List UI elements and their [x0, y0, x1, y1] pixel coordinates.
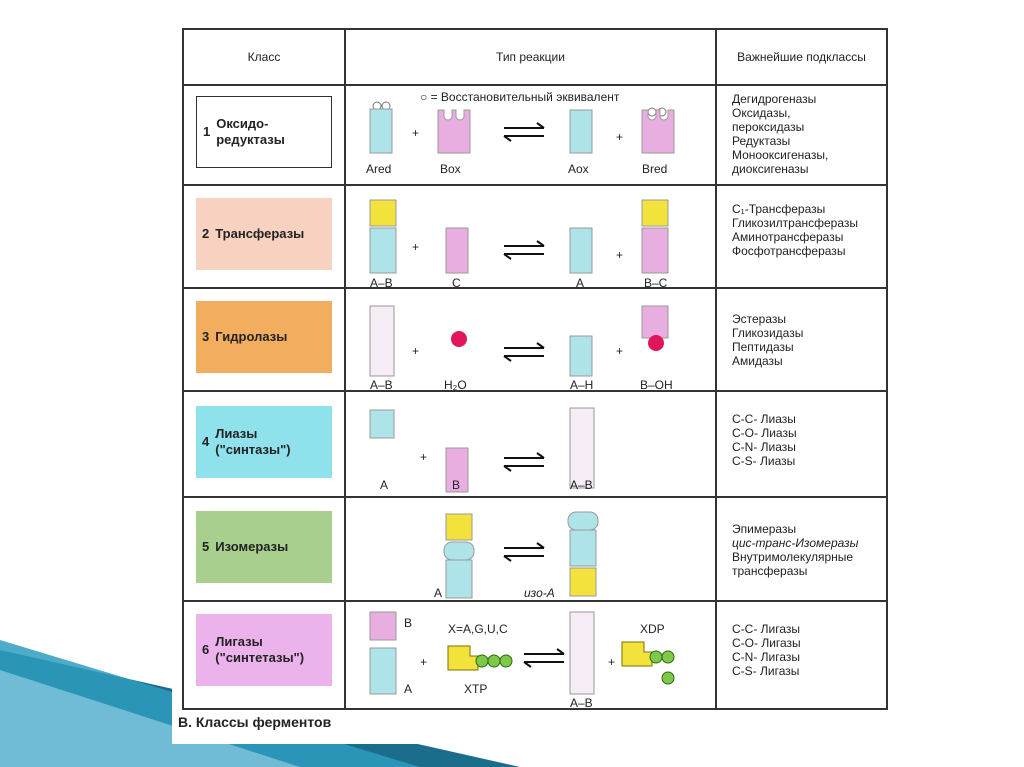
- subclasses-oxidoreductases: Дегидрогеназы Оксидазы, пероксидазы Редуктазы Монооксигеназы, диоксигеназы: [732, 92, 829, 176]
- class-transferases: 2 Трансферазы: [196, 198, 332, 270]
- classes-table: [182, 28, 888, 710]
- legend-reducing-equivalent: ○ = Восстановительный эквивалент: [420, 90, 620, 104]
- subclasses-hydrolases: Эстеразы Гликозидазы Пептидазы Амидазы: [732, 312, 804, 368]
- label-iso-a: изо-A: [524, 586, 555, 600]
- label-x-nucleotides: X=A,G,U,C: [448, 622, 508, 636]
- label-b-red: Bred: [642, 162, 668, 176]
- subclasses-transferases: C₁-Трансферазы Гликозилтрансферазы Аминотрансферазы Фосфотрансферазы: [732, 202, 859, 258]
- label-a: A: [434, 586, 443, 600]
- label-a-b: A–B: [570, 696, 593, 710]
- label-b: B: [452, 478, 461, 492]
- label-a-red: Ared: [366, 162, 392, 176]
- row6-reaction: [370, 612, 674, 694]
- label-a: A: [404, 682, 413, 696]
- label-a-b: A–B: [370, 276, 393, 290]
- header-reaction-type: Тип реакции: [496, 50, 565, 64]
- plus-sign: +: [420, 450, 428, 464]
- subclasses-lyases: C-C- Лиазы C-O- Лиазы C-N- Лиазы C-S- Лиазы: [732, 412, 797, 468]
- label-a-h: A–H: [570, 378, 594, 392]
- plus-sign: +: [616, 248, 624, 262]
- label-c: C: [452, 276, 461, 290]
- label-b-ox: Box: [440, 162, 461, 176]
- label-b: B: [404, 616, 413, 630]
- row2-reaction: [370, 200, 668, 273]
- enzyme-classes-figure: [172, 18, 895, 744]
- row5-reaction: [444, 512, 598, 598]
- header-subclasses: Важнейшие подклассы: [737, 50, 866, 64]
- label-xtp: XTP: [464, 682, 488, 696]
- class-hydrolases: 3 Гидролазы: [196, 301, 332, 373]
- row3-reaction: [370, 306, 668, 376]
- class-lyases: 4 Лиазы ("синтазы"): [196, 406, 332, 478]
- label-a: A: [380, 478, 389, 492]
- row4-reaction: [370, 408, 594, 492]
- label-b-c: B–C: [644, 276, 668, 290]
- figure-caption: B. Классы ферментов: [178, 714, 332, 730]
- class-ligases: 6 Лигазы ("синтетазы"): [196, 614, 332, 686]
- label-a-ox: Aox: [568, 162, 589, 176]
- plus-sign: +: [412, 126, 420, 140]
- label-h2o: H₂O: [444, 378, 467, 392]
- class-isomerases: 5 Изомеразы: [196, 511, 332, 583]
- plus-sign: +: [412, 240, 420, 254]
- class-oxidoreductases: 1 Оксидо- редуктазы: [196, 96, 332, 168]
- plus-sign: +: [616, 130, 624, 144]
- header-class: Класс: [247, 50, 281, 64]
- plus-sign: +: [412, 344, 420, 358]
- reaction-graphics: [184, 30, 886, 708]
- plus-sign: +: [616, 344, 624, 358]
- label-a-b: A–B: [570, 478, 593, 492]
- subclasses-isomerases: Эпимеразы цис-транс-Изомеразы Внутримолекулярные трансферазы: [732, 522, 859, 578]
- subclasses-ligases: C-C- Лигазы C-O- Лигазы C-N- Лигазы C-S- Лигазы: [732, 622, 801, 678]
- label-xdp: XDP: [640, 622, 665, 636]
- label-a-b: A–B: [370, 378, 393, 392]
- plus-sign: +: [420, 655, 428, 669]
- plus-sign: +: [608, 655, 616, 669]
- label-b-oh: B–OH: [640, 378, 673, 392]
- label-a: A: [576, 276, 585, 290]
